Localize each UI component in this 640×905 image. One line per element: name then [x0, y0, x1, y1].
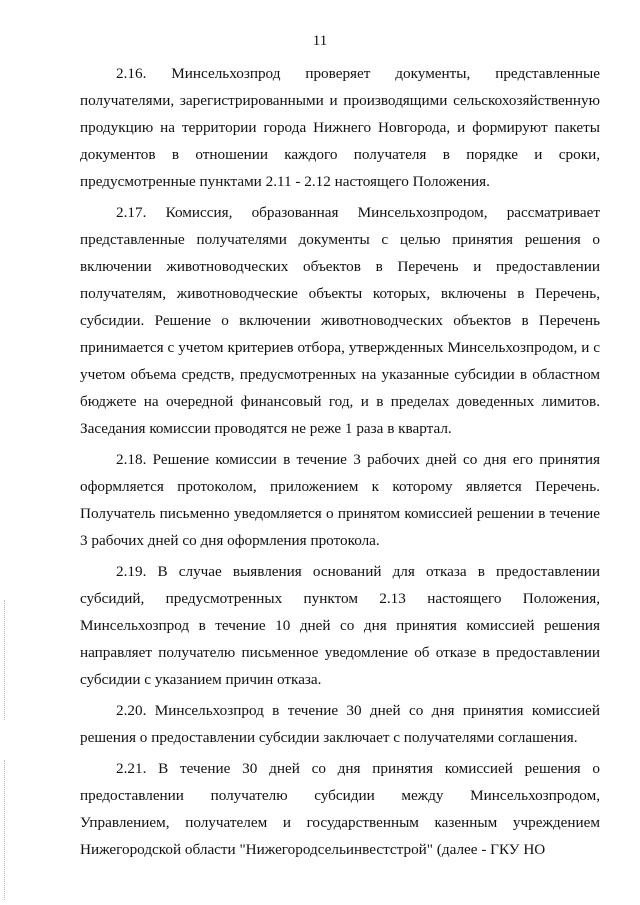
paragraph-2-16: 2.16. Минсельхозпрод проверяет документы, представленные получателями, зарегистрированными и производящими сельскохозяйственную продукцию на территории города Нижнего Новгорода, и формируют пакеты документов в отношении каждого получателя в порядке и сроки, предусмотренные пунктами 2.11 - 2.12 настоящего Положения. [80, 65, 600, 190]
page-number: 11 [312, 33, 328, 49]
paragraph-2-17: 2.17. Комиссия, образованная Минсельхозпродом, рассматривает представленные получателями документы с целью принятия решения о включении животноводческих объектов в Перечень и предоставлении получателям, животноводческие объекты которых, включены в Перечень, субсидии. Решение о включении животноводческих объектов в Перечень принимается с учетом критериев отбора, утвержденных Минсельхозпродом, и с учетом объема средств, предусмотренных на указанные субсидии в областном бюджете на очередной финансовый год, и в пределах доведенных лимитов. Заседания комиссии проводятся не реже 1 раза в квартал. [80, 204, 600, 437]
scan-edge-mark [4, 600, 6, 720]
paragraph-2-19: 2.19. В случае выявления оснований для отказа в предоставлении субсидий, предусмотренных пунктом 2.13 настоящего Положения, Минсельхозпрод в течение 10 дней со дня принятия комиссией решения направляет получателю письменное уведомление об отказе в предоставлении субсидии с указанием причин отказа. [80, 563, 600, 688]
paragraph-2-18: 2.18. Решение комиссии в течение 3 рабочих дней со дня его принятия оформляется протоколом, приложением к которому является Перечень. Получатель письменно уведомляется о принятом комиссией решении в течение 3 рабочих дней со дня оформления протокола. [80, 451, 600, 549]
scan-edge-mark [4, 760, 6, 900]
paragraph-2-20: 2.20. Минсельхозпрод в течение 30 дней со дня принятия комиссией решения о предоставлении субсидии заключает с получателями соглашения. [80, 702, 600, 746]
paragraph-2-21: 2.21. В течение 30 дней со дня принятия комиссией решения о предоставлении получателю субсидии между Минсельхозпродом, Управлением, получателем и государственным казенным учреждением Нижегородской области "Нижегородсельинвестстрой" (далее - ГКУ НО [80, 760, 600, 858]
document-body [80, 60, 600, 867]
